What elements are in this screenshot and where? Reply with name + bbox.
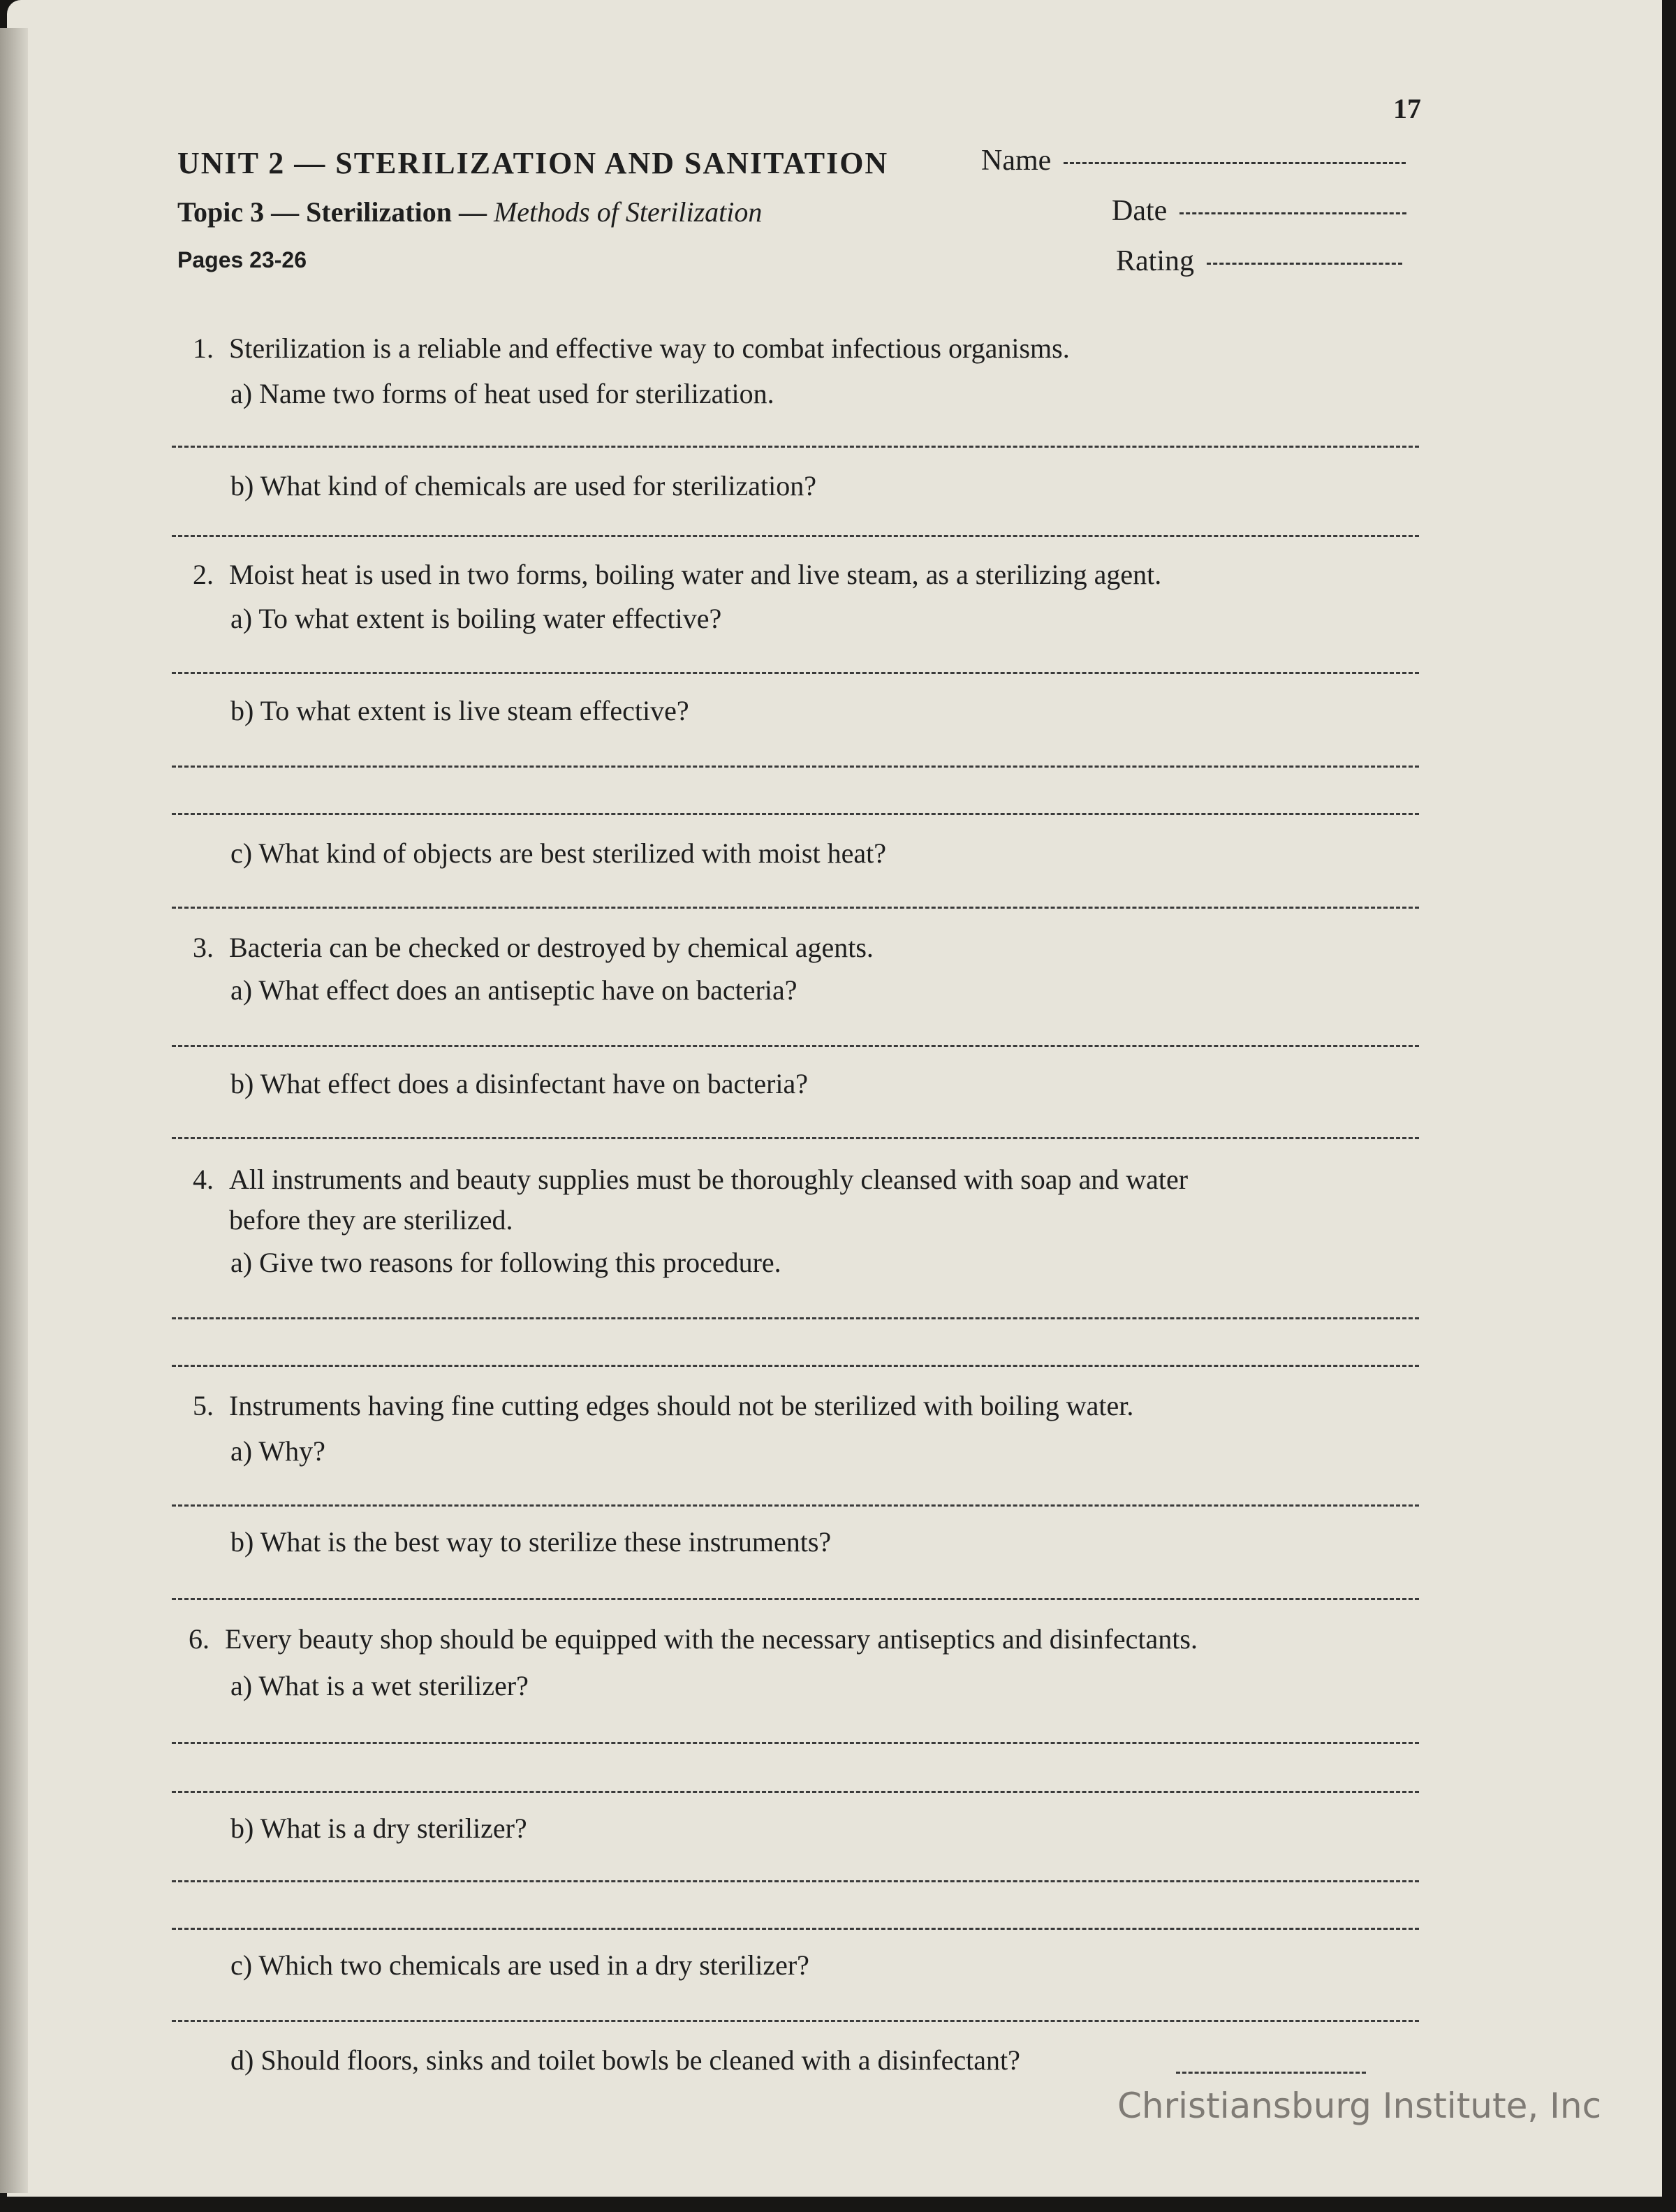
page-edge (0, 28, 28, 2193)
rating-label: Rating (1116, 245, 1194, 277)
answer-line[interactable] (172, 1317, 1419, 1319)
question-text: Every beauty shop should be equipped with the necessary antiseptics and disinfectants. (225, 1623, 1198, 1655)
answer-line[interactable] (172, 1598, 1419, 1600)
part-text: Which two chemicals are used in a dry sterilizer? (258, 1949, 809, 1981)
part-label: b) (230, 470, 254, 501)
part-label: a) (230, 378, 253, 409)
part-text: What is the best way to sterilize these instruments? (260, 1526, 832, 1558)
question-6 (189, 1619, 1198, 1660)
question-number: 1. (193, 332, 214, 364)
answer-line[interactable] (172, 766, 1419, 768)
topic-subtitle: Methods of Sterilization (493, 196, 763, 228)
answer-line[interactable] (172, 446, 1419, 448)
part-text: To what extent is boiling water effective? (258, 603, 722, 634)
part-text: What kind of chemicals are used for sterilization? (260, 470, 816, 501)
part-text: What effect does an antiseptic have on bacteria? (258, 974, 797, 1006)
question-6b (230, 1812, 527, 1845)
part-label: a) (230, 1435, 253, 1467)
question-number: 2. (193, 559, 214, 590)
pages-reference: Pages 23-26 (177, 247, 307, 272)
part-text: What effect does a disinfectant have on bacteria? (260, 1068, 809, 1099)
part-text: Should floors, sinks and toilet bowls be cleaned with a disinfectant? (260, 2044, 1020, 2076)
answer-line[interactable] (172, 1137, 1419, 1139)
topic-prefix: Topic 3 — Sterilization — (177, 196, 487, 228)
answer-line[interactable] (172, 672, 1419, 674)
question-2b (230, 694, 689, 727)
part-text: Name two forms of heat used for sterilization. (259, 378, 774, 409)
question-3a (230, 974, 797, 1006)
name-label: Name (981, 145, 1052, 177)
question-2a (230, 602, 721, 635)
question-text-line2: before they are sterilized. (229, 1204, 513, 1236)
answer-line[interactable] (172, 907, 1419, 909)
answer-line[interactable] (172, 1504, 1419, 1507)
question-5a (230, 1435, 325, 1467)
question-2c (230, 837, 886, 870)
answer-line[interactable] (172, 813, 1419, 815)
question-6c (230, 1949, 809, 1982)
answer-line[interactable] (172, 1880, 1419, 1882)
question-5b (230, 1525, 831, 1558)
answer-line[interactable] (172, 1045, 1419, 1047)
answer-blank[interactable] (1176, 2072, 1366, 2074)
part-label: c) (230, 1949, 253, 1981)
question-number: 5. (193, 1390, 214, 1421)
question-4a (230, 1246, 781, 1279)
question-text-line1: All instruments and beauty supplies must be thoroughly cleansed with soap and water (229, 1164, 1189, 1195)
part-text: What is a dry sterilizer? (260, 1812, 527, 1844)
part-label: a) (230, 1670, 253, 1701)
unit-title: UNIT 2 — STERILIZATION AND SANITATION (177, 146, 889, 180)
question-text: Bacteria can be checked or destroyed by chemical agents. (229, 932, 874, 963)
page-number: 17 (1393, 93, 1421, 124)
question-3b (230, 1067, 808, 1100)
question-text: Sterilization is a reliable and effective way to combat infectious organisms. (229, 332, 1070, 364)
question-4 (193, 1159, 1188, 1200)
question-3 (193, 928, 874, 968)
part-label: a) (230, 1247, 253, 1278)
question-text: Instruments having fine cutting edges should not be sterilized with boiling water. (229, 1390, 1134, 1421)
name-field[interactable] (981, 144, 1406, 177)
part-label: d) (230, 2044, 254, 2076)
question-text: Moist heat is used in two forms, boiling water and live steam, as a sterilizing agent. (229, 559, 1162, 590)
question-number: 6. (189, 1623, 210, 1655)
part-label: b) (230, 695, 254, 726)
part-text: To what extent is live steam effective? (260, 695, 689, 726)
question-number: 3. (193, 932, 214, 963)
question-1 (193, 328, 1070, 369)
part-label: c) (230, 837, 253, 869)
rating-field[interactable] (1116, 244, 1402, 278)
answer-line[interactable] (172, 535, 1419, 537)
part-label: b) (230, 1068, 254, 1099)
question-5 (193, 1386, 1133, 1426)
answer-line[interactable] (172, 1365, 1419, 1367)
part-text: What is a wet sterilizer? (258, 1670, 529, 1701)
question-4-continued (229, 1200, 513, 1240)
part-text: Why? (258, 1435, 325, 1467)
rating-blank[interactable] (1207, 263, 1402, 265)
answer-line[interactable] (172, 2020, 1419, 2022)
question-1b (230, 469, 816, 502)
answer-line[interactable] (172, 1742, 1419, 1744)
watermark-text: Christiansburg Institute, Inc (1117, 2086, 1602, 2126)
question-6a (230, 1669, 529, 1702)
part-label: a) (230, 603, 253, 634)
answer-line[interactable] (172, 1791, 1419, 1793)
question-6d (230, 2044, 1020, 2077)
part-label: a) (230, 974, 253, 1006)
date-field[interactable] (1112, 194, 1406, 228)
question-2 (193, 555, 1161, 595)
part-text: Give two reasons for following this procedure. (259, 1247, 781, 1278)
date-blank[interactable] (1179, 212, 1406, 214)
part-label: b) (230, 1526, 254, 1558)
answer-line[interactable] (172, 1928, 1419, 1930)
part-label: b) (230, 1812, 254, 1844)
part-text: What kind of objects are best sterilized with moist heat? (258, 837, 886, 869)
date-label: Date (1112, 195, 1168, 227)
question-number: 4. (193, 1164, 214, 1195)
topic-title (177, 196, 762, 228)
question-1a (230, 377, 774, 410)
name-blank[interactable] (1064, 162, 1406, 164)
